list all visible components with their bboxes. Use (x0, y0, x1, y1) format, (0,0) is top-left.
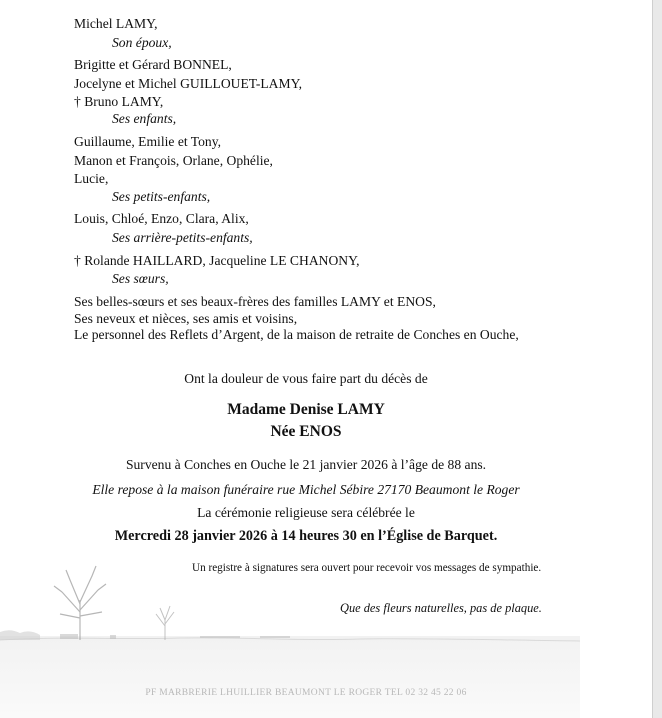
husband-name: Michel LAMY, (74, 16, 158, 31)
grandchild-line-3: Lucie, (74, 171, 109, 186)
sisters-line-1: † Rolande HAILLARD, Jacqueline LE CHANONY, (74, 253, 360, 268)
tree-right-icon (156, 606, 174, 640)
child-line-2: Jocelyne et Michel GUILLOUET-LAMY, (74, 76, 303, 91)
page-edge (652, 0, 662, 718)
grandchild-line-2: Manon et François, Orlane, Ophélie, (74, 153, 273, 168)
great-grandchild-line-1: Louis, Chloé, Enzo, Clara, Alix, (74, 211, 249, 226)
child-line-1: Brigitte et Gérard BONNEL, (74, 57, 232, 72)
tree-left-icon (54, 566, 106, 640)
deceased-name: Madame Denise LAMY (227, 401, 385, 418)
flowers-note: Que des fleurs naturelles, pas de plaque. (340, 601, 542, 615)
register-note: Un registre à signatures sera ouvert pour recevoir vos messages de sympathie. (192, 562, 542, 574)
ceremony-intro: La cérémonie religieuse sera célébrée le (197, 505, 415, 520)
others-line-1: Ses belles-sœurs et ses beaux-frères des familles LAMY et ENOS, (74, 294, 436, 309)
others-line-3: Le personnel des Reflets d’Argent, de la maison de retraite de Conches en Ouche, (74, 327, 519, 342)
death-details: Survenu à Conches en Ouche le 21 janvier 2026 à l’âge de 88 ans. (125, 457, 487, 472)
grandchild-line-1: Guillaume, Emilie et Tony, (74, 134, 222, 149)
children-role: Ses enfants, (112, 111, 177, 126)
sisters-role: Ses sœurs, (112, 271, 169, 286)
announcement-text: Ont la douleur de vous faire part du décès de (184, 371, 428, 386)
great-grandchildren-role: Ses arrière-petits-enfants, (112, 230, 253, 245)
grandchildren-role: Ses petits-enfants, (112, 189, 211, 204)
ceremony-details: Mercredi 28 janvier 2026 à 14 heures 30 en l’Église de Barquet. (114, 528, 498, 544)
deceased-maiden-name: Née ENOS (270, 423, 342, 440)
footer-funeral-home: PF MARBRERIE LHUILLIER BEAUMONT LE ROGER TEL 02 32 45 22 06 (145, 688, 467, 698)
child-line-3: † Bruno LAMY, (74, 94, 164, 109)
rest-location: Elle repose à la maison funéraire rue Michel Sébire 27170 Beaumont le Roger (92, 482, 520, 497)
others-line-2: Ses neveux et nièces, ses amis et voisins, (74, 311, 298, 326)
husband-role: Son époux, (112, 35, 172, 50)
